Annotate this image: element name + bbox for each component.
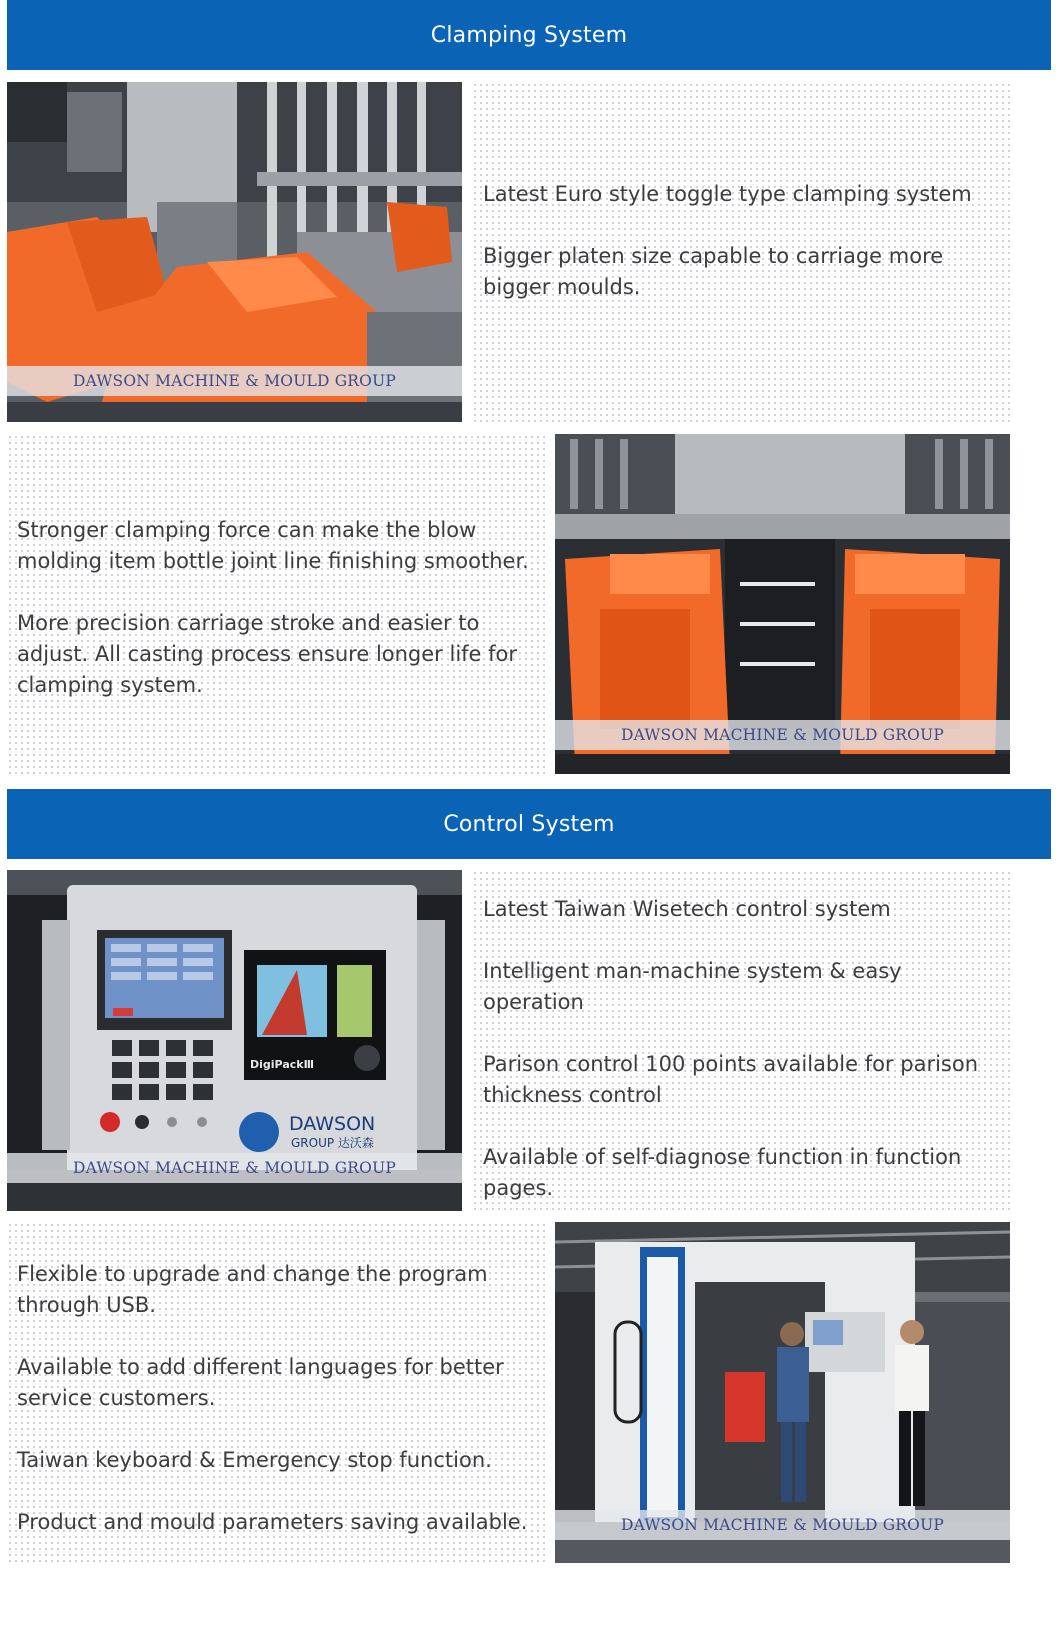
dawson-brand-name: DAWSON xyxy=(289,1113,376,1135)
feature-item: Available to add different languages for better service customers. xyxy=(17,1355,504,1410)
clamping-front-photo xyxy=(555,434,1010,774)
clamping-features-text-1 xyxy=(483,179,1003,303)
control-features-text-1 xyxy=(483,894,1003,1204)
feature-item: Product and mould parameters saving available. xyxy=(17,1510,528,1534)
control-panel-photo xyxy=(7,870,462,1211)
feature-item: Flexible to upgrade and change the program through USB. xyxy=(17,1262,488,1317)
control-features-text-2 xyxy=(17,1259,539,1538)
feature-item: More precision carriage stroke and easier to adjust. All casting process ensure longer life for clamping system. xyxy=(17,611,518,697)
feature-item: Taiwan keyboard & Emergency stop function. xyxy=(17,1448,492,1472)
clamping-system-title: Clamping System xyxy=(430,22,628,48)
clamping-unit-photo xyxy=(7,82,462,422)
control-system-title: Control System xyxy=(443,811,615,837)
clamping-features-text-2 xyxy=(17,515,539,701)
digipack-label: DigiPackⅢ xyxy=(250,1058,314,1071)
clamping-system-header xyxy=(7,0,1051,70)
photo-watermark-caption: DAWSON MACHINE & MOULD GROUP xyxy=(7,1153,462,1183)
feature-item: Stronger clamping force can make the blow molding item bottle joint line finishing smoother. xyxy=(17,518,529,573)
photo-watermark-caption: DAWSON MACHINE & MOULD GROUP xyxy=(555,1510,1010,1540)
feature-item: Bigger platen size capable to carriage more bigger moulds. xyxy=(483,244,944,299)
photo-watermark-caption: DAWSON MACHINE & MOULD GROUP xyxy=(7,366,462,396)
feature-item: Intelligent man-machine system & easy operation xyxy=(483,959,902,1014)
feature-item: Parison control 100 points available for parison thickness control xyxy=(483,1052,979,1107)
photo-watermark-caption: DAWSON MACHINE & MOULD GROUP xyxy=(555,720,1010,750)
control-system-header xyxy=(7,789,1051,859)
feature-item: Latest Taiwan Wisetech control system xyxy=(483,897,891,921)
feature-item: Latest Euro style toggle type clamping system xyxy=(483,182,972,206)
dawson-brand-group: GROUP 达沃森 xyxy=(291,1136,374,1150)
feature-item: Available of self-diagnose function in function pages. xyxy=(483,1145,962,1200)
machine-staff-photo xyxy=(555,1222,1010,1563)
